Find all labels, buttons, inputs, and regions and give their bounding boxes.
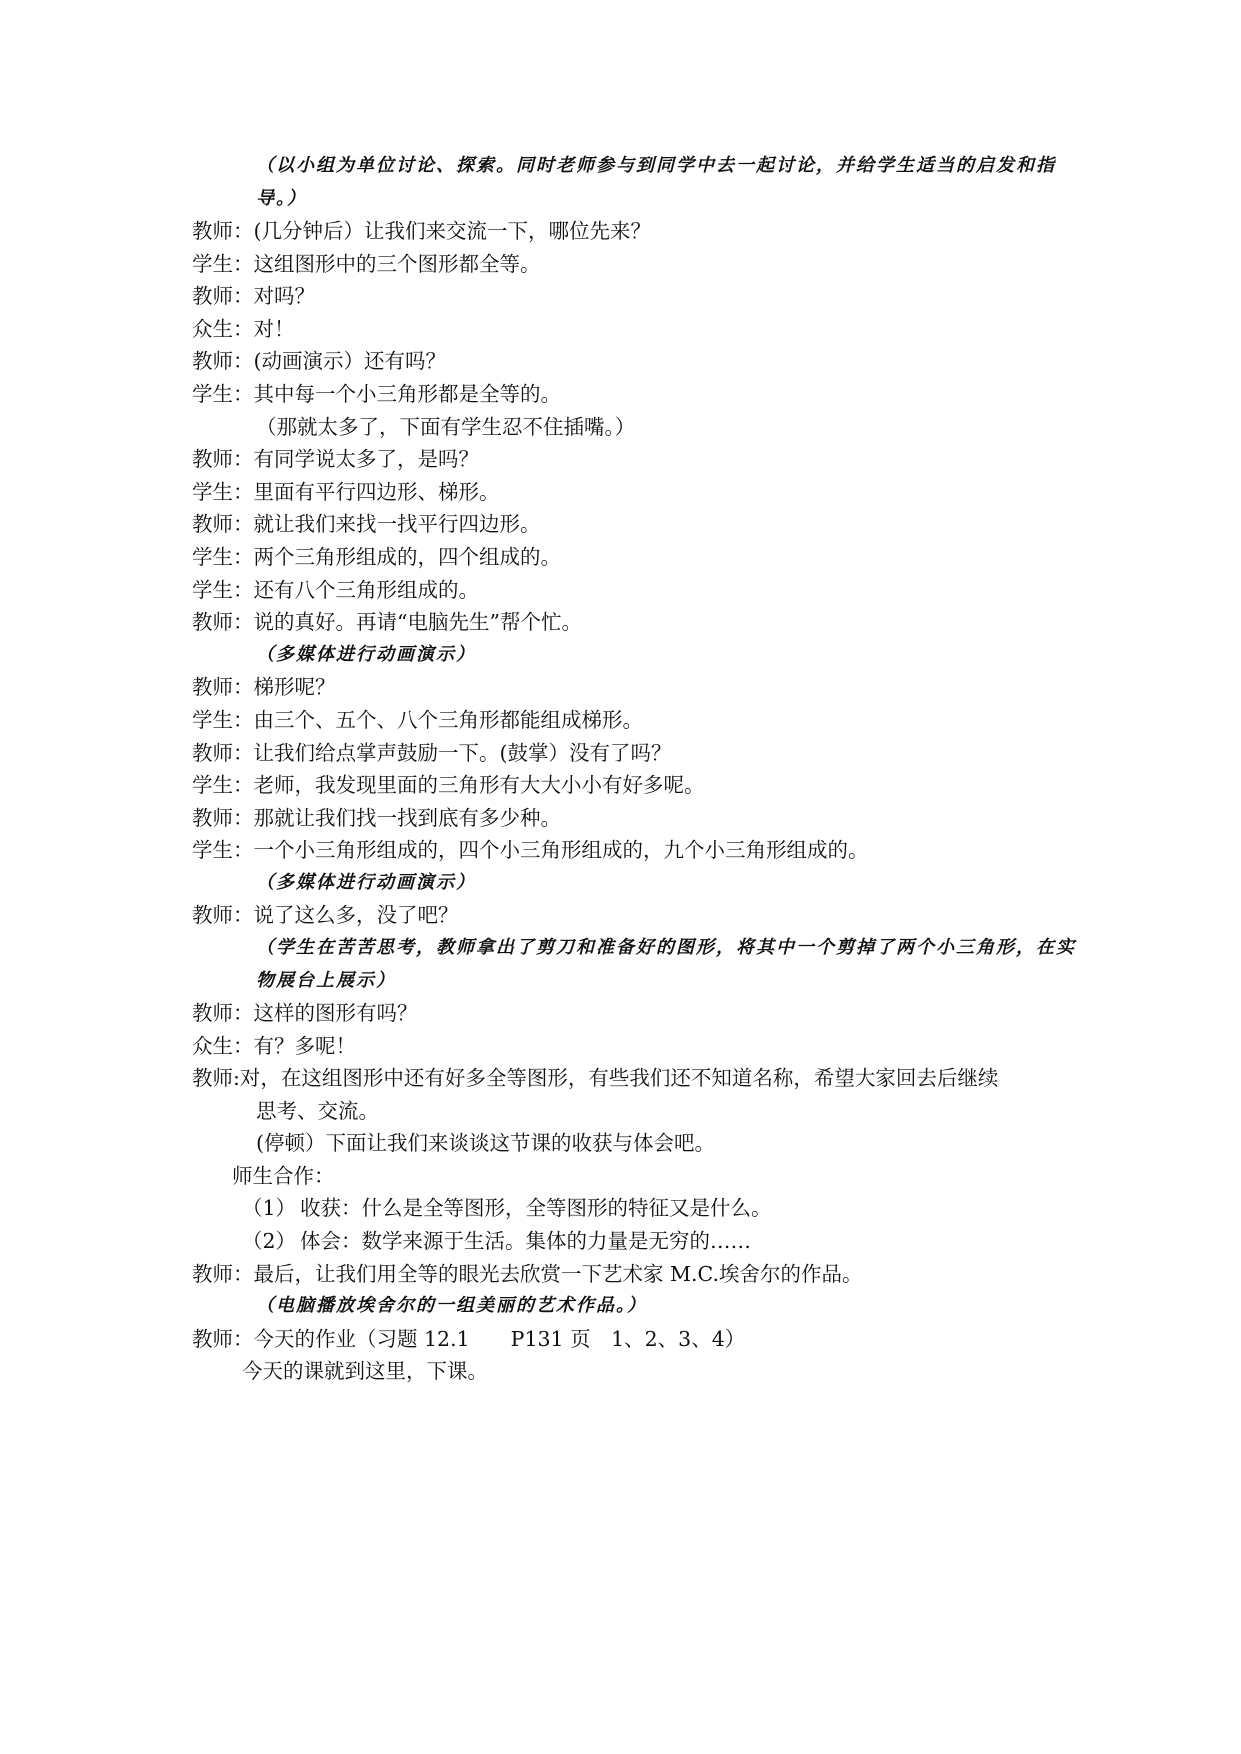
speaker-label: 教师： [192,349,254,374]
dialog-text: 由三个、五个、八个三角形都能组成梯形。 [253,707,643,732]
dialog-line [192,899,1092,932]
speaker-label: 学生： [192,251,254,276]
dialog-line [192,1062,1072,1127]
aside-line: (停顿）下面让我们来谈谈这节课的收获与体会吧。 [256,1131,715,1156]
stage-note: （多媒体进行动画演示） [256,871,476,893]
dialog-text: 对！ [253,316,295,341]
document-body [192,150,1092,1388]
dialog-text: 这组图形中的三个图形都全等。 [253,251,541,276]
dialog-line [192,345,1092,378]
stage-note: （电脑播放埃舍尔的一组美丽的艺术作品。） [256,1295,647,1317]
dialog-text: 这样的图形有吗？ [253,1001,418,1026]
dialog-line [192,476,1092,509]
item-number: （1） [242,1196,297,1221]
speaker-label: 学生： [192,838,254,863]
dialog-line [192,443,1092,476]
dialog-text: 让我们给点掌声鼓励一下。(鼓掌）没有了吗？ [253,740,672,765]
dialog-line [192,997,1092,1030]
speaker-label: 学生： [192,381,254,406]
dialog-text: 对吗？ [253,284,315,309]
speaker-label: 教师： [192,675,254,700]
item-text: 收获：什么是全等图形，全等图形的特征又是什么。 [300,1196,772,1221]
dialog-text: 还有八个三角形组成的。 [253,577,479,602]
aside-line: （那就太多了，下面有学生忍不住插嘴。） [256,414,636,439]
speaker-label: 教师: [192,1066,240,1091]
dialog-text: (几分钟后）让我们来交流一下，哪位先来？ [253,219,651,243]
speaker-label: 众生： [192,316,254,341]
stage-note: （学生在苦苦思考，教师拿出了剪刀和准备好的图形，将其中一个剪掉了两个小三角形，在实物展台上展示） [256,937,1076,991]
dialog-text: 说的真好。再请“电脑先生”帮个忙。 [253,610,582,635]
dialog-line [192,1030,1092,1063]
dialog-line [192,606,1092,639]
speaker-label: 教师： [192,1261,254,1286]
speaker-label: 教师： [192,1326,254,1351]
speaker-label: 教师： [192,284,254,309]
speaker-label: 教师： [192,740,254,765]
speaker-label: 教师： [192,610,254,635]
dialog-line [192,769,1092,802]
speaker-label: 学生： [192,707,254,732]
dialog-line [192,574,1092,607]
dialog-line [192,508,1092,541]
dialog-line [192,313,1092,346]
dialog-text: 两个三角形组成的，四个组成的。 [253,544,561,569]
speaker-label: 学生： [192,479,254,504]
dialog-text: 其中每一个小三角形都是全等的。 [253,381,561,406]
speaker-label: 教师： [192,903,254,928]
dialog-line [192,378,1092,411]
speaker-label: 教师： [192,1001,254,1026]
dialog-line [192,1323,1092,1356]
dialog-text: 就让我们来找一找平行四边形。 [253,512,541,537]
dialog-text: 梯形呢？ [253,675,336,700]
item-text: 体会：数学来源于生活。集体的力量是无穷的…… [300,1229,751,1254]
stage-note: （以小组为单位讨论、探索。同时老师参与到同学中去一起讨论，并给学生适当的启发和指导。） [256,155,1056,209]
dialog-line [192,834,1092,867]
dialog-text: 有？多呢！ [253,1033,356,1058]
dialog-line [192,280,1092,313]
speaker-label: 学生： [192,773,254,798]
dialog-line [192,737,1092,770]
speaker-label: 教师： [192,805,254,830]
dialog-line [192,215,1092,248]
summary-item [192,1192,1092,1225]
dialog-text: 有同学说太多了，是吗？ [253,447,479,472]
dialog-line [192,248,1092,281]
dialog-text: 里面有平行四边形、梯形。 [253,479,500,504]
speaker-label: 众生： [192,1033,254,1058]
speaker-label: 学生： [192,577,254,602]
dialog-line [192,671,1092,704]
dialog-text: 老师，我发现里面的三角形有大大小小有好多呢。 [253,773,705,798]
dialog-text: 最后，让我们用全等的眼光去欣赏一下艺术家 M.C.埃舍尔的作品。 [253,1261,863,1286]
dialog-text: 一个小三角形组成的，四个小三角形组成的，九个小三角形组成的。 [253,838,869,863]
dialog-text: 那就让我们找一找到底有多少种。 [253,805,561,830]
dialog-line [192,802,1092,835]
dialog-text: (动画演示）还有吗？ [253,349,446,374]
closing-line: 今天的课就到这里，下课。 [242,1359,488,1384]
dialog-line [192,704,1092,737]
dialog-text: 说了这么多，没了吧？ [253,903,459,928]
dialog-continuation: 思考、交流。 [256,1098,379,1123]
section-label: 师生合作： [232,1163,335,1188]
speaker-label: 学生： [192,544,254,569]
speaker-label: 教师： [192,219,254,243]
speaker-label: 教师： [192,512,254,537]
stage-note: （多媒体进行动画演示） [256,643,476,665]
dialog-line [192,541,1092,574]
item-number: （2） [242,1229,297,1254]
dialog-text: 对，在这组图形中还有好多全等图形，有些我们还不知道名称，希望大家回去后继续 [239,1066,999,1091]
dialog-text: 今天的作业（习题 12.1 P131 页 1、2、3、4） [253,1326,746,1351]
speaker-label: 教师： [192,447,254,472]
dialog-line [192,1258,1092,1291]
summary-item [192,1225,1092,1258]
